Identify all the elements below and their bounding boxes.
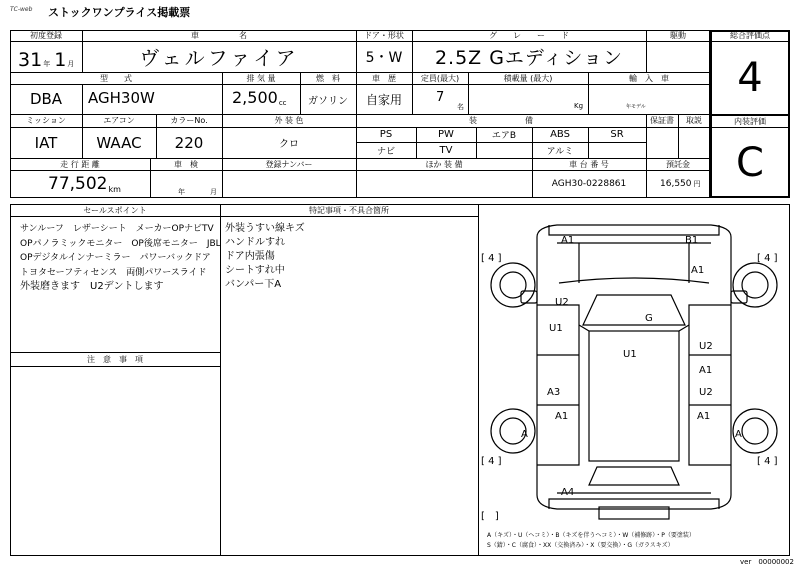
- note-item: ハンドルすれ: [225, 237, 285, 248]
- legend-line-1: A（キズ）・U（ヘコミ）・B（キズを伴うヘコミ）・W（補修跡）・P（要塗装）: [487, 532, 695, 539]
- label-chassis: 車 台 番 号: [569, 159, 609, 169]
- exterior-color-value: クロ: [279, 139, 299, 150]
- label-capacity: 定員(最大): [420, 73, 460, 83]
- damage-mark: G: [645, 313, 653, 324]
- page-title: ストックワンプライス掲載票: [48, 6, 191, 19]
- fuel-value: ガソリン: [308, 95, 348, 107]
- displacement-unit: cc: [278, 99, 287, 107]
- capacity-unit: 名: [457, 103, 464, 111]
- label-aircon: エアコン: [103, 116, 135, 125]
- equip-alloy: アルミ: [546, 147, 574, 157]
- label-mission: ミッション: [26, 116, 66, 125]
- mission-value: IAT: [34, 133, 58, 152]
- note-item: ドア内張傷: [225, 251, 275, 262]
- diagram-bracket-fr: [ 4 ]: [757, 253, 778, 264]
- sales-points-list: [20, 222, 221, 295]
- label-notes: 特記事項・不具合箇所: [309, 205, 389, 215]
- label-history: 車 歴: [372, 73, 396, 83]
- insp-year-unit: 年: [178, 188, 185, 196]
- equip-empty-2: [588, 143, 646, 158]
- mileage-number: 77,502: [48, 174, 108, 194]
- model-prefix: DBA: [29, 90, 63, 108]
- year-unit: 年: [43, 60, 51, 68]
- label-door-shape: ドア・形状: [364, 31, 404, 40]
- damage-mark: A1: [691, 265, 705, 276]
- diagram-bracket-spare: [ ]: [481, 511, 499, 522]
- sales-point-item: OPデジタルインナーミラー パワーバックドア: [20, 253, 211, 263]
- damage-mark: U2: [555, 297, 569, 308]
- overall-score-value: 4: [737, 55, 763, 101]
- interior-score-value: C: [736, 140, 764, 186]
- estimate-value: [660, 179, 701, 189]
- mileage-unit: km: [108, 185, 121, 194]
- estimate-number: 16,550: [660, 179, 692, 189]
- label-drive: 駆動: [670, 31, 686, 40]
- label-color-no: カラーNo.: [170, 116, 208, 125]
- damage-mark: A1: [697, 411, 711, 422]
- logo-text: TC-web: [10, 6, 33, 13]
- import-note: 年モデル: [626, 104, 646, 110]
- history-value: 自家用: [365, 92, 402, 107]
- label-mileage: 走 行 距 離: [60, 159, 100, 169]
- damage-mark: A4: [561, 487, 575, 498]
- sales-point-item: トヨタセーフティセンス 両側パワースライド: [20, 267, 207, 278]
- label-import: 輸 入 車: [629, 73, 669, 83]
- label-sales-points: セールスポイント: [83, 205, 147, 215]
- load-unit: Kg: [574, 102, 584, 110]
- sales-point-item: 外装磨きます U2デントします: [20, 281, 164, 292]
- color-no-value: 220: [174, 133, 204, 152]
- equip-ps: PS: [379, 129, 393, 140]
- label-exterior-color: 外 装 色: [274, 116, 304, 125]
- damage-mark: U1: [623, 349, 637, 360]
- label-other-equipment: ほか 装 備: [425, 159, 463, 169]
- damage-mark: A1: [699, 365, 713, 376]
- label-model: 型 式: [100, 73, 132, 83]
- diagram-bracket-rl: [ 4 ]: [481, 456, 502, 467]
- diagram-bracket-rr: [ 4 ]: [757, 456, 778, 467]
- damage-mark: U1: [549, 323, 563, 334]
- damage-mark: A: [735, 429, 742, 440]
- label-equipment: 装 備: [469, 116, 533, 125]
- damage-mark: B1: [685, 235, 699, 246]
- label-displacement: 排 気 量: [246, 73, 276, 83]
- sales-point-item: サンルーフ レザーシート メーカーOPナビTV: [20, 224, 214, 234]
- label-first-reg: 初度登録: [30, 31, 62, 40]
- displacement-value: [232, 88, 287, 107]
- first-reg-value: [18, 43, 74, 71]
- damage-mark: U2: [699, 387, 713, 398]
- year-value: 31: [18, 49, 43, 71]
- notes-list: [225, 222, 305, 292]
- label-fuel: 燃 料: [316, 73, 340, 83]
- grade-value: 2.5Z Gエディション: [434, 47, 624, 69]
- equip-airbag: エアB: [491, 131, 517, 141]
- month-unit: 月: [67, 60, 75, 68]
- label-caution: 注 意 事 項: [87, 354, 143, 364]
- equip-tv: TV: [439, 145, 453, 156]
- displacement-number: 2,500: [232, 88, 278, 107]
- chassis-value: AGH30-0228861: [551, 179, 627, 189]
- equip-pw: PW: [438, 129, 454, 140]
- label-inspection: 車 検: [174, 159, 198, 169]
- label-warranty: 保証書: [650, 116, 674, 125]
- equip-empty-1: [476, 143, 532, 158]
- damage-mark: A1: [555, 411, 569, 422]
- label-plate: 登録ナンバー: [265, 159, 313, 169]
- damage-mark: A: [521, 429, 528, 440]
- damage-mark: A3: [547, 387, 561, 398]
- mileage-value: [48, 174, 121, 194]
- label-estimate: 預託金: [666, 159, 690, 169]
- car-name-value: ヴェルファイア: [139, 46, 299, 70]
- legend-line-2: S（錆）・C（腐食）・XX（交換済み）・X（要交換）・G（ガラスキズ）: [487, 542, 674, 549]
- label-manual: 取説: [686, 116, 702, 125]
- car-diagram: [479, 205, 789, 555]
- capacity-value: 7: [436, 90, 445, 105]
- equip-sr: SR: [610, 129, 624, 140]
- label-interior-score: 内装評価: [734, 116, 766, 126]
- damage-mark: A1: [561, 235, 575, 246]
- note-item: シートすれ中: [225, 265, 285, 276]
- label-car-name: 車 名: [191, 31, 247, 40]
- diagram-bracket-fl: [ 4 ]: [481, 253, 502, 264]
- label-load: 積載量 (最大): [503, 73, 553, 83]
- damage-mark: U2: [699, 341, 713, 352]
- version-label: ver 00000002: [740, 558, 794, 566]
- logo: [10, 6, 32, 13]
- month-value: 1: [54, 49, 67, 71]
- insp-month-unit: 月: [210, 188, 217, 196]
- door-value: 5・W: [365, 49, 403, 66]
- equip-navi: ナビ: [376, 147, 395, 157]
- note-item: 外装うすい線キズ: [225, 223, 305, 234]
- aircon-value: WAAC: [96, 133, 142, 152]
- note-item: バンパー下A: [225, 279, 282, 290]
- estimate-unit: 円: [693, 180, 701, 188]
- model-code: AGH30W: [88, 89, 155, 107]
- label-grade: グ レ ー ド: [489, 31, 569, 40]
- sales-point-item: OPパノラミックモニター OP後席モニター JBL: [20, 238, 221, 249]
- label-overall-score: 総合評価点: [730, 31, 770, 40]
- equip-abs: ABS: [550, 129, 570, 140]
